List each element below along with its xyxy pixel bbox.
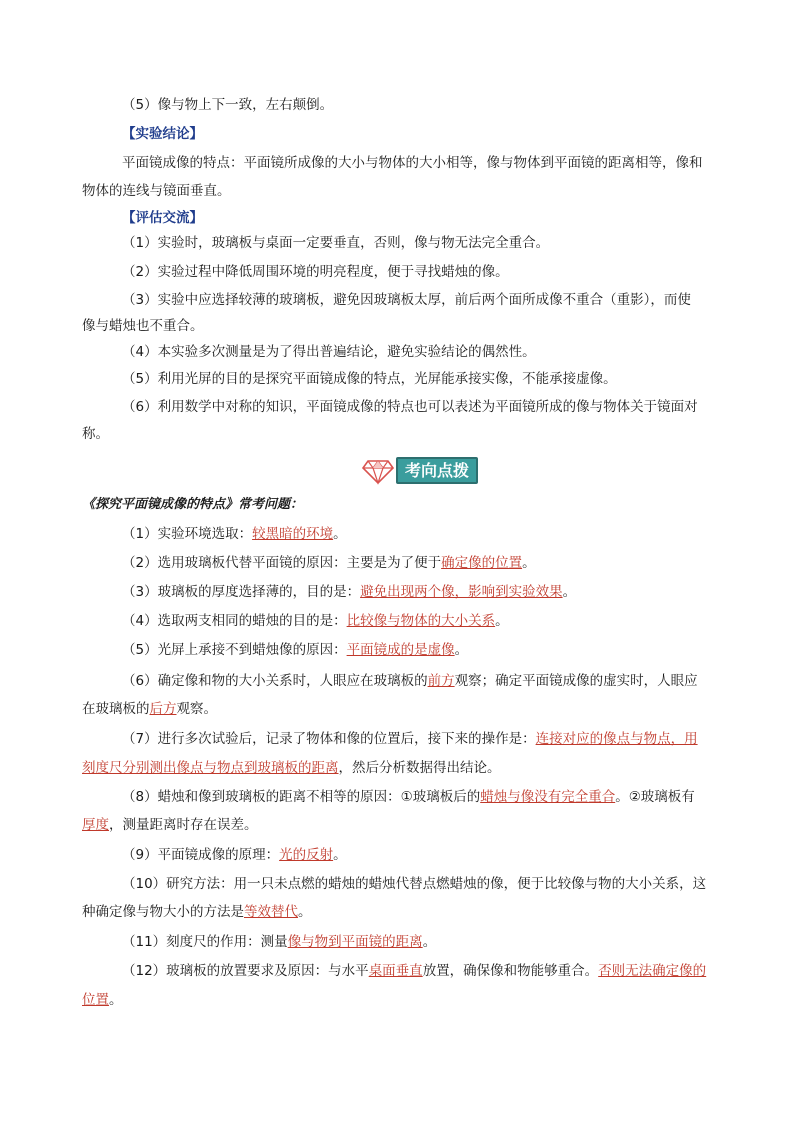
question-10-line-1: （10）研究方法：用一只未点燃的蜡烛的蜡烛代替点燃蜡烛的像，便于比较像与物的大小关系，这 <box>122 876 707 892</box>
question-text: （12）玻璃板的放置要求及原因：与水平 <box>122 963 369 979</box>
question-text: （1）实验环境选取： <box>122 526 253 542</box>
answer-text: 蜡烛与像没有完全重合 <box>480 789 616 805</box>
question-text: 观察；确定平面镜成像的虚实时，人眼应 <box>454 673 698 689</box>
answer-text: 后方 <box>149 701 177 717</box>
evaluation-heading: 【评估交流】 <box>122 210 203 226</box>
question-2 <box>122 553 536 573</box>
eval-item-6-line-2: 称。 <box>82 426 109 442</box>
eval-item-6-line-1: （6）利用数学中对称的知识，平面镜成像的特点也可以表述为平面镜所成的像与物体关于镜面对 <box>122 399 698 415</box>
question-text: 放置，确保像和物能够重合。 <box>422 963 599 979</box>
question-text: 。 <box>454 642 469 658</box>
question-1 <box>122 524 347 544</box>
question-text: 。 <box>522 555 536 571</box>
question-text: （6）确定像和物的大小关系时，人眼应在玻璃板的 <box>122 673 428 689</box>
question-12-line-1 <box>122 961 706 981</box>
eval-item-3-line-1: （3）实验中应选择较薄的玻璃板，避免因玻璃板太厚，前后两个面所成像不重合（重影），而使 <box>122 292 691 308</box>
answer-text: 连接对应的像点与物点，用 <box>535 731 698 747</box>
answer-text: 桌面垂直 <box>368 963 423 979</box>
answer-text: 刻度尺分别测出像点与物点到玻璃板的距离 <box>82 760 339 776</box>
question-11 <box>122 932 436 952</box>
question-text: 在玻璃板的 <box>82 701 150 717</box>
answer-text: 否则无法确定像的 <box>598 963 707 979</box>
answer-text: 比较像与物体的大小关系 <box>346 613 496 629</box>
question-6-line-2 <box>82 699 217 719</box>
question-text: ，然后分析数据得出结论。 <box>338 760 501 776</box>
banner-title: 考向点拨 <box>396 457 478 484</box>
question-text: 。 <box>109 992 123 1008</box>
answer-text: 像与物到平面镜的距离 <box>287 934 423 950</box>
eval-item-3-line-2: 像与蜡烛也不重合。 <box>82 318 204 334</box>
diamond-icon <box>362 455 394 485</box>
answer-text: 较黑暗的环境 <box>252 526 334 542</box>
answer-text: 厚度 <box>82 817 109 833</box>
question-text: （7）进行多次试验后，记录了物体和像的位置后，接下来的操作是： <box>122 731 536 747</box>
eval-item-5: （5）利用光屏的目的是探究平面镜成像的特点，光屏能承接实像，不能承接虚像。 <box>122 371 617 387</box>
question-text: （2）选用玻璃板代替平面镜的原因：主要是为了便于 <box>122 555 442 571</box>
eval-item-1: （1）实验时，玻璃板与桌面一定要垂直，否则，像与物无法完全重合。 <box>122 235 550 251</box>
question-5 <box>122 640 468 660</box>
question-7-line-2 <box>82 758 501 778</box>
question-text: ，测量距离时存在误差。 <box>109 817 258 833</box>
question-7-line-1 <box>122 729 698 749</box>
question-text: 。 <box>333 526 347 542</box>
question-text: 。 <box>422 934 437 950</box>
answer-text: 确定像的位置 <box>441 555 523 571</box>
question-8-line-2 <box>82 815 258 835</box>
question-text: 。 <box>562 584 577 600</box>
question-text: （3）玻璃板的厚度选择薄的，目的是： <box>122 584 361 600</box>
answer-text: 避免出现两个像，影响到实验效果 <box>360 584 563 600</box>
question-text: 。 <box>495 613 509 629</box>
question-4 <box>122 611 509 631</box>
question-10-line-2 <box>82 902 312 922</box>
question-text: （5）光屏上承接不到蜡烛像的原因： <box>122 642 347 658</box>
item-5-text: （5）像与物上下一致，左右颠倒。 <box>122 97 334 113</box>
question-text: （11）刻度尺的作用：测量 <box>122 934 288 950</box>
frequent-questions-intro: 《探究平面镜成像的特点》常考问题： <box>82 497 304 512</box>
question-text: （8）蜡烛和像到玻璃板的距离不相等的原因：①玻璃板后的 <box>122 789 481 805</box>
question-text: （9）平面镜成像的原理： <box>122 847 280 863</box>
question-text: 。②玻璃板有 <box>615 789 695 805</box>
question-text: 。 <box>333 847 347 863</box>
conclusion-line-2: 物体的连线与镜面垂直。 <box>82 183 231 199</box>
question-8-line-1 <box>122 787 695 807</box>
conclusion-line-1: 平面镜成像的特点：平面镜所成像的大小与物体的大小相等，像与物体到平面镜的距离相等，像和 <box>122 155 703 171</box>
question-text: 。 <box>298 904 312 920</box>
eval-item-2: （2）实验过程中降低周围环境的明亮程度，便于寻找蜡烛的像。 <box>122 264 509 280</box>
question-text: 观察。 <box>176 701 217 717</box>
question-3 <box>122 582 576 602</box>
answer-text: 位置 <box>82 992 109 1008</box>
answer-text: 等效替代 <box>244 904 298 920</box>
question-text: （4）选取两支相同的蜡烛的目的是： <box>122 613 347 629</box>
answer-text: 前方 <box>427 673 455 689</box>
answer-text: 光的反射 <box>279 847 334 863</box>
conclusion-heading: 【实验结论】 <box>122 126 203 142</box>
eval-item-4: （4）本实验多次测量是为了得出普遍结论，避免实验结论的偶然性。 <box>122 344 536 360</box>
question-12-line-2 <box>82 990 123 1010</box>
question-9 <box>122 845 347 865</box>
answer-text: 平面镜成的是虚像 <box>346 642 455 658</box>
question-6-line-1 <box>122 671 698 691</box>
section-banner <box>362 455 478 485</box>
question-text: 种确定像与物大小的方法是 <box>82 904 244 920</box>
